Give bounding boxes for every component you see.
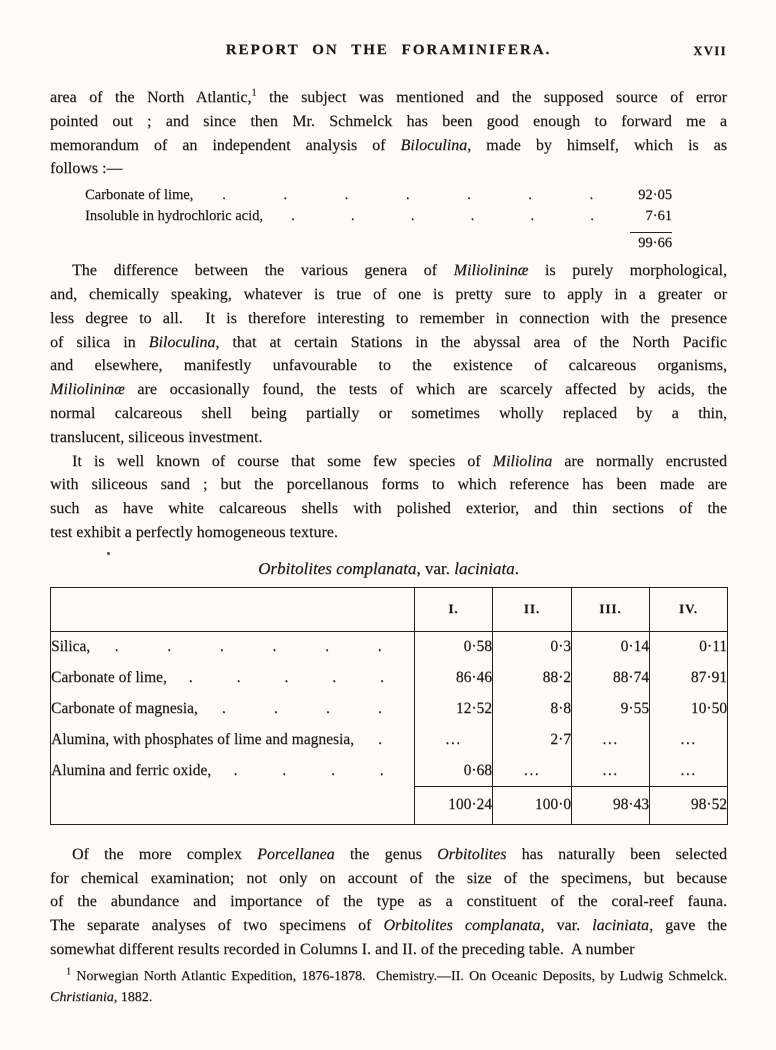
leader-dot: . — [236, 668, 241, 686]
value-cell: 88·2 — [493, 662, 572, 693]
value-cell: 0·14 — [572, 631, 650, 662]
component-label: Insoluble in hydrochloric acid, — [85, 207, 263, 224]
text-line: somewhat different results recorded in Columns I. and II. of the preceding table. A number — [50, 940, 635, 958]
leader-dot: . — [589, 187, 594, 204]
row-label: Silica, — [51, 638, 91, 655]
text-line: less degree to all. It is therefore interesting to remember in connection with the presence — [50, 309, 727, 327]
leader-dot: . — [330, 761, 335, 779]
leader-dot: . — [221, 699, 226, 717]
leader-dot: . — [332, 668, 337, 686]
text-line: translucent, siliceous investment. — [50, 428, 263, 446]
dot-leaders — [263, 209, 622, 224]
text-line: The separate analyses of two specimens of Orbitolites complanata, var. laciniata, gave the — [50, 917, 727, 935]
row-label-cell — [51, 662, 415, 693]
table-row — [51, 631, 728, 662]
row-label-cell — [51, 755, 415, 786]
inline-analysis-rows — [85, 187, 672, 228]
value-cell: 0·68 — [415, 755, 493, 786]
row-label: Carbonate of magnesia, — [51, 699, 198, 717]
table-header-row — [51, 587, 728, 631]
table-row — [51, 662, 728, 693]
row-label: Alumina, with phosphates of lime and magnesia, — [51, 730, 355, 748]
totals-label-cell — [51, 786, 415, 824]
leader-dot: . — [410, 207, 415, 224]
text-line: and, chemically speaking, whatever is true of one is pretty sure to apply in a greater or — [50, 285, 727, 303]
leader-dot: . — [284, 668, 289, 686]
leader-dot: . — [350, 207, 355, 224]
inline-analysis-row — [85, 187, 672, 208]
page-title: REPORT ON THE FORAMINIFERA. — [225, 42, 552, 58]
column-header: II. — [493, 587, 572, 631]
leader-dot: . — [380, 668, 385, 686]
inline-analysis-row — [85, 208, 672, 229]
text-line: pointed out ; and since then Mr. Schmelck has been good enough to forward me a — [50, 112, 727, 130]
inline-analysis-total: 99·66 — [630, 232, 672, 252]
table-title: Orbitolites complanata, var. laciniata. — [258, 558, 519, 578]
text-line: $^1$ Norwegian North Atlantic Expedition, 1876-1878. Chemistry.—II. On Oceanic Deposits, by Ludwig Schmelck. — [66, 966, 727, 984]
component-label: Carbonate of lime, — [85, 187, 194, 204]
component-value: 92·05 — [638, 187, 672, 204]
value-cell: 2·7 — [493, 724, 572, 755]
value-cell: 0·3 — [493, 631, 572, 662]
value-cell: 0·11 — [650, 631, 728, 662]
table-header — [51, 587, 728, 631]
value-cell: 10·50 — [650, 693, 728, 724]
leader-dot: . — [283, 187, 287, 204]
row-label-cell — [51, 724, 415, 755]
table-totals-row — [51, 786, 728, 824]
column-header: IV. — [650, 587, 728, 631]
leader-dot: . — [530, 207, 535, 224]
leader-dot: . — [528, 187, 532, 204]
total-cell: 98·43 — [572, 786, 650, 824]
text-line: normal calcareous shell being partially or sometimes wholly replaced by a thin, — [50, 404, 727, 422]
text-line: of the abundance and importance of the type as a constituent of the coral-reef fauna. — [50, 893, 727, 911]
row-label: Alumina and ferric oxide, — [51, 761, 212, 779]
leader-dot: . — [467, 187, 471, 204]
dot-leaders — [90, 639, 406, 655]
total-cell: 100·24 — [415, 786, 493, 824]
inline-analysis-table — [85, 187, 672, 252]
leader-dot: . — [272, 638, 277, 655]
dot-leaders — [198, 701, 406, 717]
leader-dot: . — [378, 730, 382, 748]
table-footer — [51, 786, 728, 824]
value-cell: 0·58 — [415, 631, 493, 662]
column-header: III. — [572, 587, 650, 631]
paragraph — [50, 450, 727, 545]
leader-dot: . — [325, 699, 330, 717]
text-line: test exhibit a perfectly homogeneous texture. — [50, 523, 338, 541]
value-cell: 86·46 — [415, 662, 493, 693]
value-cell: 87·91 — [650, 662, 728, 693]
leader-dot: . — [291, 207, 295, 224]
scan-speck — [107, 552, 110, 555]
text-line: for chemical examination; not only on account of the size of the specimens, but because — [50, 869, 727, 887]
dot-leaders — [211, 763, 406, 779]
paragraph — [50, 843, 727, 962]
row-label: Carbonate of lime, — [51, 668, 167, 686]
paragraph — [50, 86, 727, 181]
leader-dot: . — [219, 638, 224, 655]
leader-dot: . — [114, 638, 119, 655]
leader-dot: . — [590, 207, 594, 224]
row-label-cell — [51, 631, 415, 662]
total-cell: 100·0 — [493, 786, 572, 824]
value-cell-empty: ... — [415, 724, 493, 755]
text-line: with siliceous sand ; but the porcellanous forms to which reference has been made are — [50, 476, 727, 494]
value-cell-empty: ... — [493, 755, 572, 786]
value-cell: 12·52 — [415, 693, 493, 724]
text-line: It is well known of course that some few species of Miliolina are normally encrusted — [72, 452, 727, 470]
text-line: Christiania, 1882. — [50, 990, 153, 1006]
dot-leaders — [167, 670, 406, 686]
value-cell: 9·55 — [572, 693, 650, 724]
text-line: follows :— — [50, 160, 123, 178]
leader-dot: . — [405, 187, 410, 204]
page-number: XVII — [693, 44, 727, 58]
dot-leaders — [354, 732, 406, 748]
text-line: of silica in Biloculina, that at certain Stations in the abyssal area of the North Pacific — [50, 333, 727, 351]
value-cell-empty: ... — [572, 724, 650, 755]
total-cell: 98·52 — [650, 786, 728, 824]
leader-dot: . — [273, 699, 278, 717]
text-line: such as have white calcareous shells with polished exterior, and thin sections of the — [50, 500, 727, 518]
leader-dot: . — [233, 761, 238, 779]
value-cell-empty: ... — [650, 755, 728, 786]
leader-dot: . — [325, 638, 329, 655]
text-line: area of the North Atlantic,$^1$ the subject was mentioned and the supposed source of error — [50, 87, 727, 106]
leader-dot: . — [282, 761, 287, 779]
analysis-table — [50, 587, 728, 825]
table-row — [51, 755, 728, 786]
text-line: The difference between the various genera of Miliolininæ is purely morphological, — [72, 262, 727, 280]
component-value: 7·61 — [645, 207, 672, 224]
footnote — [50, 966, 727, 1009]
value-cell: 8·8 — [493, 693, 572, 724]
corner-cell — [51, 587, 415, 631]
leader-dot: . — [167, 638, 172, 655]
table-body — [51, 631, 728, 786]
text-line: and elsewhere, manifestly unfavourable to the existence of calcareous organisms, — [50, 357, 727, 375]
text-line: memorandum of an independent analysis of Biloculina, made by himself, which is as — [50, 136, 727, 154]
column-header: I. — [415, 587, 493, 631]
leader-dot: . — [344, 187, 349, 204]
text-line: Miliolininæ are occasionally found, the tests of which are scarcely affected by acids, the — [50, 381, 727, 399]
leader-dot: . — [188, 668, 193, 686]
value-cell-empty: ... — [650, 724, 728, 755]
running-head — [50, 41, 727, 60]
table-row — [51, 693, 728, 724]
leader-dot: . — [470, 207, 475, 224]
leader-dot: . — [377, 699, 382, 717]
leader-dot: . — [379, 761, 384, 779]
leader-dot: . — [377, 638, 382, 655]
leader-dot: . — [222, 187, 226, 204]
value-cell-empty: ... — [572, 755, 650, 786]
paragraph — [50, 259, 727, 449]
dot-leaders — [193, 188, 622, 203]
table-row — [51, 724, 728, 755]
value-cell: 88·74 — [572, 662, 650, 693]
inline-analysis-total-row — [85, 232, 672, 252]
row-label-cell — [51, 693, 415, 724]
text-line: Of the more complex Porcellanea the genus Orbitolites has naturally been selected — [72, 845, 728, 863]
